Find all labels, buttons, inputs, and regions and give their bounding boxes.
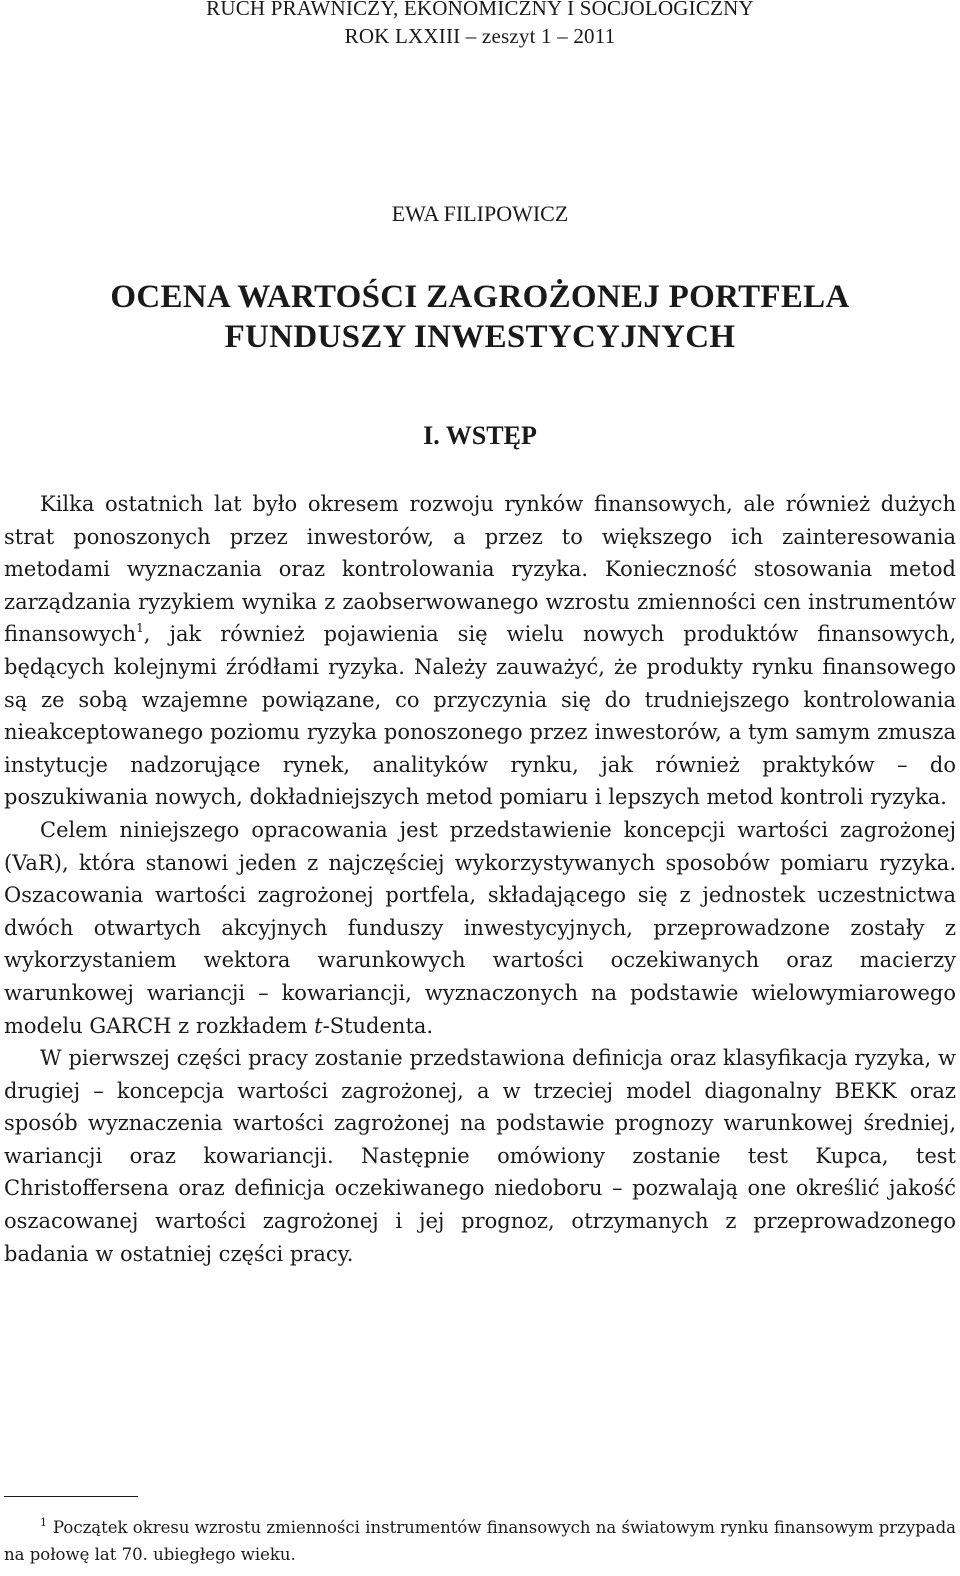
paragraph-2-text-b: -Studenta. bbox=[322, 1013, 434, 1038]
footnote-divider bbox=[4, 1496, 138, 1497]
footnote-1 bbox=[4, 1514, 956, 1568]
article-title-line-2: FUNDUSZY INWESTYCYJNYCH bbox=[224, 319, 736, 355]
footnote-mark: 1 bbox=[40, 1516, 47, 1529]
article-body bbox=[4, 488, 956, 1270]
journal-header bbox=[0, 0, 960, 50]
article-title-line-1: OCENA WARTOŚCI ZAGROŻONEJ PORTFELA bbox=[110, 279, 850, 315]
paragraph-2 bbox=[4, 814, 956, 1042]
footnote-reference-1[interactable]: 1 bbox=[136, 621, 144, 636]
paragraph-2-italic-t: t bbox=[314, 1013, 323, 1038]
journal-name: RUCH PRAWNICZY, EKONOMICZNY I SOCJOLOGICZNY bbox=[206, 0, 754, 20]
paragraph-3: W pierwszej części pracy zostanie przedstawiona definicja oraz klasyfikacja ryzyka, w drugiej – koncepcja wartości zagrożonej, a w trzeciej model diagonalny BEKK oraz sposób wyznaczenia wartości zagrożonej na podstawie prognozy warunkowej średniej, wariancji oraz kowariancji. Następnie omówiony zostanie test Kupca, test Christoffersena oraz definicja oczekiwanego niedoboru – pozwalają one określić jakość oszacowanej wartości zagrożonej i jej prognoz, otrzymanych z przeprowadzonego badania w ostatniej części pracy. bbox=[4, 1046, 956, 1266]
paragraph-1 bbox=[4, 488, 956, 814]
article-author: EWA FILIPOWICZ bbox=[391, 201, 569, 226]
paragraph-2-text-a: Celem niniejszego opracowania jest przedstawienie koncepcji wartości zagrożonej (VaR), która stanowi jeden z najczęściej wykorzystywanych sposobów pomiaru ryzyka. Oszacowania wartości zagrożonej portfela, składającego się z jednostek uczestnictwa dwóch otwartych akcyjnych funduszy inwestycyjnych, przeprowadzone zostały z wykorzystaniem wektora warunkowych wartości oczekiwanych oraz macierzy warunkowej wariancji – kowariancji, wyznaczonych na podstawie wielowymiarowego modelu GARCH z rozkładem bbox=[4, 817, 956, 1038]
footnote-text: Początek okresu wzrostu zmienności instrumentów finansowych na światowym rynku finansowym przypada na połowę lat 70. ubiegłego wieku. bbox=[4, 1518, 956, 1564]
paragraph-1-text-b: , jak również pojawienia się wielu nowych produktów finansowych, będących kolejnymi źródłami ryzyka. Należy zauważyć, że produkty rynku finansowego są ze sobą wzajemne powiązane, co przyczynia się do trudniejszego kontrolowania nieakceptowanego poziomu ryzyka ponoszonego przez inwestorów, a tym samym zmusza instytucje nadzorujące rynek, analityków rynku, jak również praktyków – do poszukiwania nowych, dokładniejszych metod pomiaru i lepszych metod kontroli ryzyka. bbox=[4, 622, 956, 810]
article-title bbox=[0, 277, 960, 357]
section-heading: I. WSTĘP bbox=[423, 421, 537, 450]
journal-issue: ROK LXXIII – zeszyt 1 – 2011 bbox=[344, 24, 616, 48]
paragraph-1-text-a: Kilka ostatnich lat było okresem rozwoju rynków finansowych, ale również dużych strat ponoszonych przez inwestorów, a przez to większego ich zainteresowania metodami wyznaczania oraz kontrolowania ryzyka. Konieczność stosowania metod zarządzania ryzykiem wynika z zaobserwowanego wzrostu zmienności cen instrumentów finansowych bbox=[4, 492, 956, 647]
